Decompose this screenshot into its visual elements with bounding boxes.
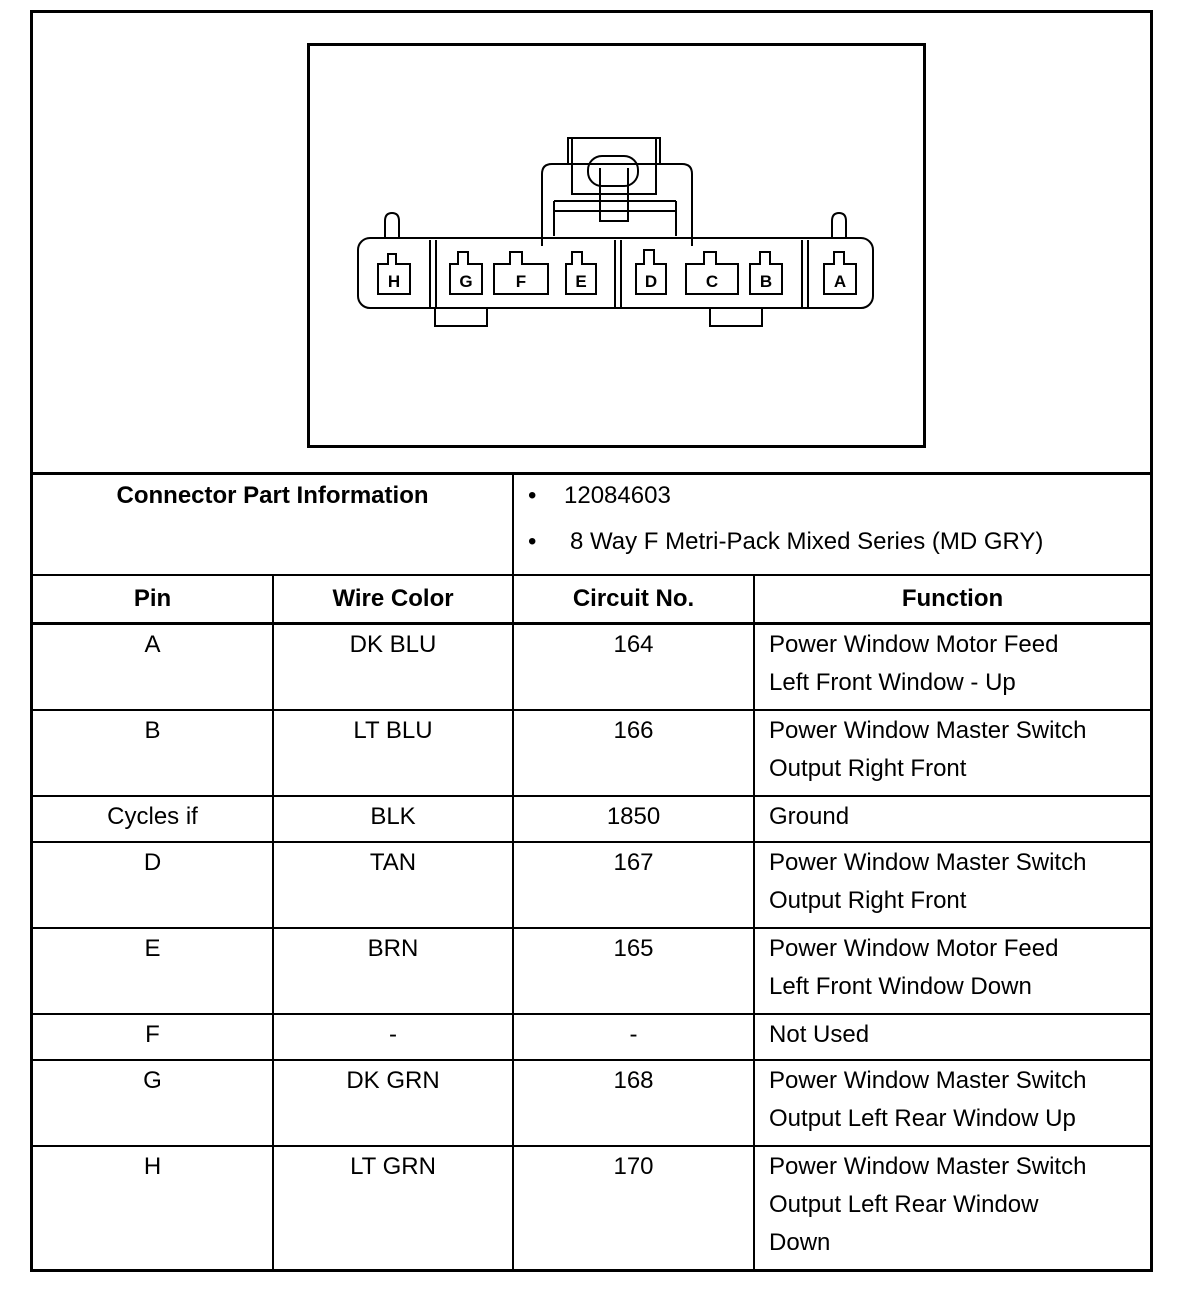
function-cell xyxy=(754,842,1150,928)
function-line: Not Used xyxy=(769,1021,870,1048)
part-info-values xyxy=(513,474,1150,576)
function-line: Output Right Front xyxy=(769,755,967,782)
function-line: Power Window Master Switch xyxy=(769,1067,1087,1094)
function-line: Power Window Motor Feed xyxy=(769,935,1059,962)
function-cell xyxy=(754,1014,1150,1060)
function-line: Ground xyxy=(769,803,850,830)
wire-color-cell: - xyxy=(273,1014,513,1060)
function-cell xyxy=(754,1060,1150,1146)
pin-label-h: H xyxy=(387,272,401,291)
connector-diagram-area xyxy=(33,13,1150,475)
circuit-cell: 167 xyxy=(513,842,754,928)
pin-label-f: F xyxy=(515,272,527,291)
part-number: 12084603 xyxy=(564,482,671,509)
pinout-table xyxy=(33,472,1150,1269)
function-line: Output Left Rear Window xyxy=(769,1191,1039,1218)
pin-cell: D xyxy=(33,842,273,928)
circuit-cell: 166 xyxy=(513,710,754,796)
table-row xyxy=(33,624,1150,711)
col-header-pin: Pin xyxy=(33,575,273,624)
table-row xyxy=(33,796,1150,842)
table-row xyxy=(33,710,1150,796)
wire-color-cell: BLK xyxy=(273,796,513,842)
function-cell xyxy=(754,624,1150,711)
part-description: 8 Way F Metri-Pack Mixed Series (MD GRY) xyxy=(570,528,1044,555)
function-cell xyxy=(754,796,1150,842)
connector-diagram-frame xyxy=(307,43,926,448)
pin-label-g: G xyxy=(459,272,473,291)
circuit-cell: 1850 xyxy=(513,796,754,842)
table-row xyxy=(33,842,1150,928)
bullet-glyph: • xyxy=(528,482,537,509)
connector-sheet xyxy=(30,10,1153,1272)
pin-cavities xyxy=(378,250,856,294)
part-info-item xyxy=(528,477,1150,523)
wire-color-cell: DK BLU xyxy=(273,624,513,711)
table-header-row xyxy=(33,575,1150,624)
pin-cell: A xyxy=(33,624,273,711)
circuit-cell: 170 xyxy=(513,1146,754,1269)
part-info-row xyxy=(33,474,1150,576)
part-info-label: Connector Part Information xyxy=(33,474,513,576)
wire-color-cell: DK GRN xyxy=(273,1060,513,1146)
pin-label-a: A xyxy=(833,272,847,291)
pin-labels xyxy=(388,272,846,291)
function-line: Down xyxy=(769,1229,831,1256)
col-header-wire-color: Wire Color xyxy=(273,575,513,624)
col-header-circuit: Circuit No. xyxy=(513,575,754,624)
function-line: Power Window Motor Feed xyxy=(769,631,1059,658)
function-line: Power Window Master Switch xyxy=(769,717,1087,744)
pin-label-b: B xyxy=(759,272,773,291)
function-line: Power Window Master Switch xyxy=(769,1153,1087,1180)
connector-face-drawing xyxy=(310,46,923,445)
circuit-cell: 165 xyxy=(513,928,754,1014)
function-line: Output Left Rear Window Up xyxy=(769,1105,1076,1132)
function-line: Left Front Window Down xyxy=(769,973,1032,1000)
wire-color-cell: BRN xyxy=(273,928,513,1014)
pin-label-e: E xyxy=(575,272,587,291)
table-row xyxy=(33,1146,1150,1269)
pin-cell: H xyxy=(33,1146,273,1269)
table-row xyxy=(33,1060,1150,1146)
pin-cell: B xyxy=(33,710,273,796)
function-cell xyxy=(754,1146,1150,1269)
circuit-cell: 168 xyxy=(513,1060,754,1146)
function-cell xyxy=(754,710,1150,796)
part-info-item xyxy=(528,523,1150,569)
function-cell xyxy=(754,928,1150,1014)
function-line: Output Right Front xyxy=(769,887,967,914)
col-header-function: Function xyxy=(754,575,1150,624)
function-line: Power Window Master Switch xyxy=(769,849,1087,876)
pin-rows xyxy=(33,624,1150,1270)
pin-label-c: C xyxy=(705,272,719,291)
circuit-cell: - xyxy=(513,1014,754,1060)
pin-label-d: D xyxy=(644,272,658,291)
table-row xyxy=(33,928,1150,1014)
function-line: Left Front Window - Up xyxy=(769,669,1016,696)
table-row xyxy=(33,1014,1150,1060)
pin-cell: F xyxy=(33,1014,273,1060)
pin-cell: Cycles if xyxy=(33,796,273,842)
wire-color-cell: LT BLU xyxy=(273,710,513,796)
pin-cell: G xyxy=(33,1060,273,1146)
wire-color-cell: LT GRN xyxy=(273,1146,513,1269)
pin-cell: E xyxy=(33,928,273,1014)
bullet-glyph: • xyxy=(528,528,537,555)
circuit-cell: 164 xyxy=(513,624,754,711)
wire-color-cell: TAN xyxy=(273,842,513,928)
